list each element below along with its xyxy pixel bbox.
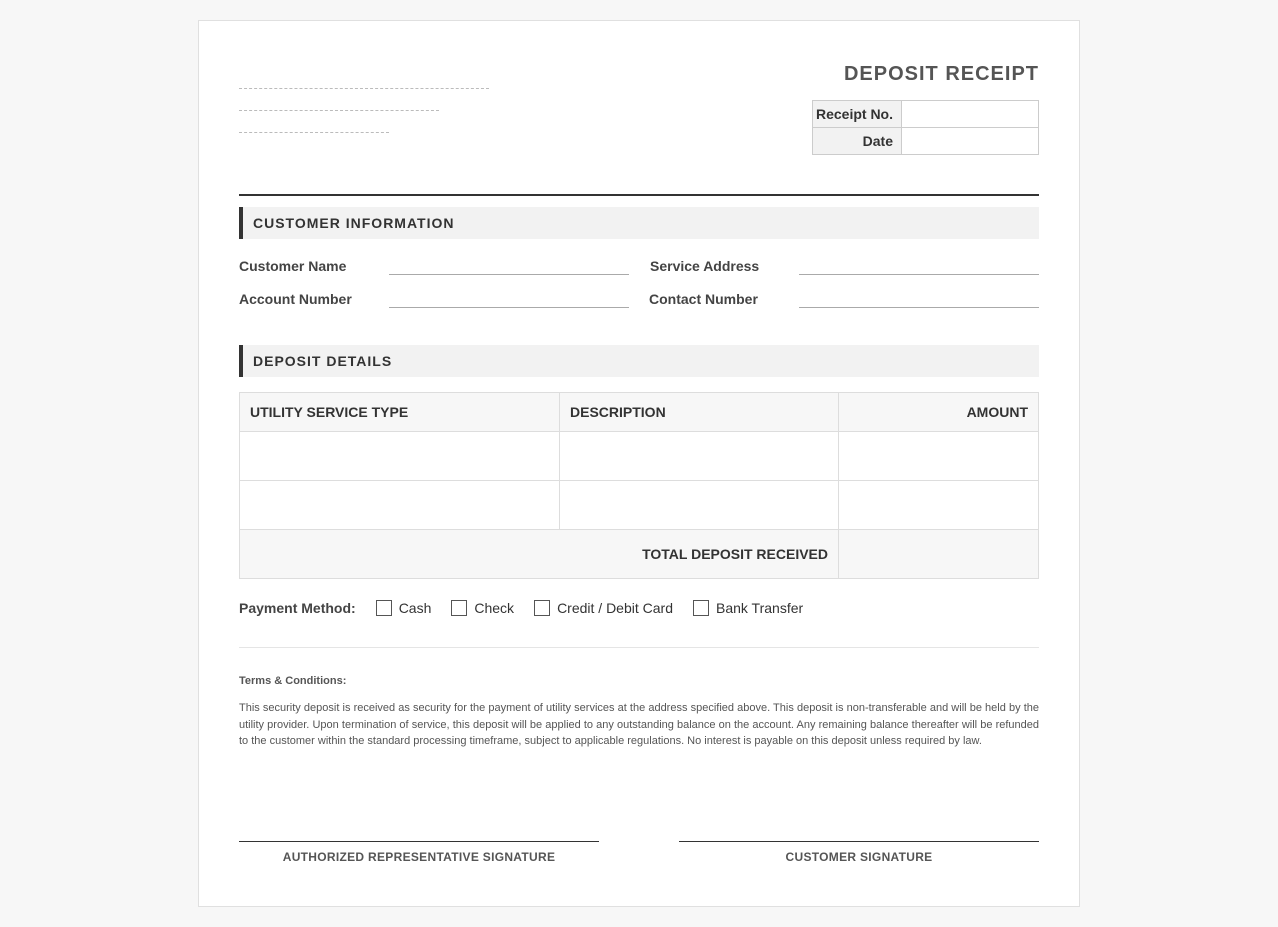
bank-transfer-checkbox[interactable] — [693, 600, 709, 616]
total-row — [240, 530, 1039, 579]
customer-information-heading: CUSTOMER INFORMATION — [239, 207, 1039, 239]
service-address-field[interactable] — [799, 274, 1039, 275]
company-line-2 — [239, 110, 439, 111]
card-checkbox[interactable] — [534, 600, 550, 616]
payment-option-bank-transfer[interactable] — [693, 600, 803, 616]
table-row — [240, 481, 1039, 530]
bank-transfer-label: Bank Transfer — [716, 600, 804, 616]
representative-signature-label: AUTHORIZED REPRESENTATIVE SIGNATURE — [282, 850, 556, 864]
column-header-service-type: UTILITY SERVICE TYPE — [240, 393, 560, 432]
account-number-field[interactable] — [389, 307, 629, 308]
company-line-3 — [239, 132, 389, 133]
customer-name-label: Customer Name — [239, 258, 347, 274]
terms-body: This security deposit is received as security for the payment of utility services at the address specified above. This deposit is non-transferable and will be held by the utility provider. Upon termination of service, this deposit will be applied to any outstanding balance on the account. Any remaining balance thereafter will be refunded to the customer within the standard processing timeframe, subject to applicable regulations. No interest is payable on this deposit unless required by law. — [239, 702, 1039, 747]
check-checkbox[interactable] — [451, 600, 467, 616]
receipt-content — [239, 21, 1039, 864]
cash-label: Cash — [398, 600, 432, 616]
service-type-cell[interactable] — [240, 481, 560, 530]
table-row — [240, 432, 1039, 481]
amount-cell[interactable] — [839, 481, 1039, 530]
terms-title: Terms & Conditions: — [239, 675, 347, 687]
description-cell[interactable] — [560, 432, 839, 481]
service-address-label: Service Address — [650, 258, 760, 274]
date-field[interactable] — [902, 128, 1039, 155]
receipt-meta-table — [812, 100, 1039, 155]
payment-option-card[interactable] — [534, 600, 673, 616]
customer-signature-line[interactable] — [679, 841, 1039, 842]
deposit-details-heading: DEPOSIT DETAILS — [239, 345, 1039, 377]
receipt-no-field[interactable] — [902, 101, 1039, 128]
receipt-sheet — [198, 20, 1080, 907]
payment-method-row — [239, 599, 823, 617]
check-label: Check — [474, 600, 515, 616]
card-label: Credit / Debit Card — [557, 600, 673, 616]
section-divider — [239, 647, 1039, 648]
receipt-header — [239, 21, 1039, 196]
payment-option-cash[interactable] — [376, 600, 432, 616]
total-deposit-amount[interactable] — [839, 530, 1039, 579]
payment-method-label: Payment Method: — [239, 600, 356, 616]
account-number-label: Account Number — [239, 291, 352, 307]
cash-checkbox[interactable] — [376, 600, 392, 616]
date-label: Date — [813, 128, 902, 155]
contact-number-field[interactable] — [799, 307, 1039, 308]
customer-signature-label: CUSTOMER SIGNATURE — [785, 850, 933, 864]
description-cell[interactable] — [560, 481, 839, 530]
total-deposit-label: TOTAL DEPOSIT RECEIVED — [240, 530, 839, 579]
column-header-description: DESCRIPTION — [560, 393, 839, 432]
table-header-row — [240, 393, 1039, 432]
representative-signature-line[interactable] — [239, 841, 599, 842]
service-type-cell[interactable] — [240, 432, 560, 481]
customer-name-field[interactable] — [389, 274, 629, 275]
amount-cell[interactable] — [839, 432, 1039, 481]
contact-number-label: Contact Number — [649, 291, 758, 307]
payment-option-check[interactable] — [451, 600, 514, 616]
column-header-amount: AMOUNT — [839, 393, 1039, 432]
company-line-1 — [239, 88, 489, 89]
deposit-table — [239, 392, 1039, 579]
page-title: DEPOSIT RECEIPT — [843, 63, 1039, 85]
receipt-no-label: Receipt No. — [813, 101, 902, 128]
